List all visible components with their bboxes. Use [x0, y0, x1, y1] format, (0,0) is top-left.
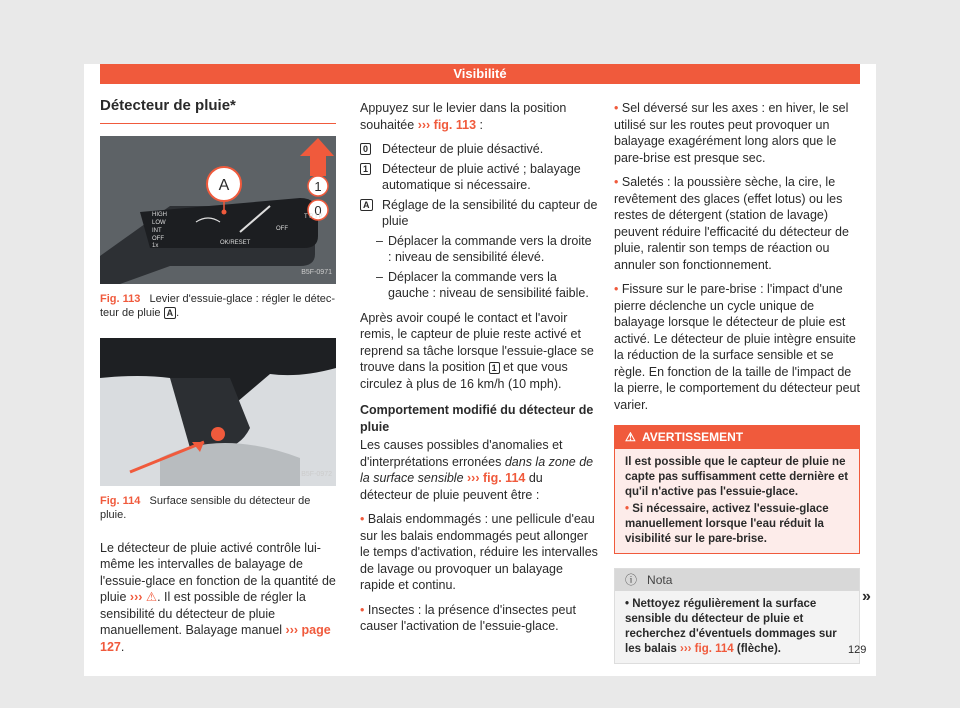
fig-link[interactable]: ››› fig. 114 [463, 471, 526, 485]
list-item: A Réglage de la sensibilité du capteur de pluie [360, 197, 598, 230]
note-header: ⓘ Nota [615, 569, 859, 592]
callout-a-label: A [218, 176, 230, 194]
bullet-item: • Saletés : la poussière sèche, la cire, le revêtement des glaces (effet lotus) ou les restes de détergent (station de lavage) peuvent réduire l'efficacité du détecteur de pluie, ralentir son temps de réaction ou annuler son fonctionnement. [614, 175, 849, 272]
lever-int: INT [152, 227, 162, 234]
lever-1x: 1x [152, 242, 159, 249]
column-1 [100, 98, 336, 663]
rain-sensor-illustration [100, 338, 336, 486]
note-box [614, 568, 860, 665]
page-header: Visibilité [100, 64, 860, 84]
wiper-lever-illustration [100, 136, 336, 284]
bullet-item: • Fissure sur le pare-brise : l'impact d'une pierre déclenche un cycle unique de balayage lorsque le détecteur de pluie est activé. Le détecteur de pluie intègre ensuite la réduction de la surface sensible et se règle. En fonction de la taille de l'impact de la pierre, le comportement du détecteur peut varier. [614, 282, 860, 412]
note-body: • Nettoyez régulièrement la surface sensible du détecteur de pluie et recherchez d'éventuels dommages sur les balais ››› fig. 114 (flèche). [625, 598, 837, 655]
page-number: 129 [848, 644, 867, 656]
page-link[interactable]: ››› page 127 [100, 623, 331, 654]
bullet-item: • Balais endommagés : une pellicule d'eau sur les balais endommagés peut allonger le temps d'activation, réduire les intervalles de lavage ou provoquer un balayage rapide et continu. [360, 512, 598, 592]
figure-code: B5F-0972 [301, 471, 332, 478]
subheading: Comportement modifié du détecteur de pluie [360, 403, 594, 434]
column-2 [360, 100, 598, 643]
lever-low: LOW [152, 219, 166, 226]
restart-paragraph: Après avoir coupé le contact et l'avoir remis, le capteur de pluie reste activé et reprend sa tâche lorsque l'essuie-glace se trouve dans la position 1 et que vous circulez à plus de 16 km/h (10 mph). [360, 310, 594, 391]
figure-label: Fig. 114 [100, 494, 141, 507]
section-title: Détecteur de pluie* [100, 98, 336, 124]
bullet-item: • Sel déversé sur les axes : en hiver, le sel utilisé sur les routes peut provoquer un balayage exagérément long alors que le pare-brise est presque sec. [614, 101, 849, 165]
caption-text: Levier d'essuie-glace : régler le détec-teur de pluie [100, 292, 336, 319]
lever-trip: T R I P [304, 213, 323, 220]
warning-triangle-icon: ⚠ [625, 430, 636, 444]
dash-item: – Déplacer la commande vers la droite : niveau de sensibilité élevé. [360, 233, 598, 266]
continue-marker: » [862, 588, 871, 605]
list-item: 1 Détecteur de pluie activé ; balayage automatique si nécessaire. [360, 161, 598, 194]
sensor-dot-icon [211, 427, 225, 441]
callout-1-label: 1 [314, 178, 322, 194]
warning-body: Il est possible que le capteur de pluie ne capte pas suffisamment cette dernière et qu'il n'active pas l'essuie-glace. • Si nécessaire, activez l'essuie-glace manuellement lorsque l'eau réduit la visibilité sur le pare-brise. [625, 455, 849, 545]
list-item: 0 Détecteur de pluie désactivé. [360, 141, 598, 158]
lever-off: OFF [152, 235, 164, 242]
warning-triangle-icon: ⚠ [145, 590, 158, 604]
warning-box [614, 425, 860, 554]
lever-high: HIGH [152, 211, 167, 218]
callout-0-label: 0 [314, 202, 322, 218]
fig-link[interactable]: ››› fig. 113 [417, 117, 477, 132]
figure-label: Fig. 113 [100, 292, 141, 305]
fig-link[interactable]: ››› fig. 114 [680, 643, 734, 655]
figure-114-caption [100, 494, 336, 522]
causes-paragraph: Les causes possibles d'anomalies et d'interprétations erronées dans la zone de la surface sensible ››› fig. 114 du détecteur de pluie peuvent être : [360, 438, 594, 502]
info-icon: ⓘ [625, 572, 638, 587]
figure-113 [100, 136, 336, 284]
intro-paragraph: Le détecteur de pluie activé contrôle lui-même les intervalles de balayage de l'essuie-glace en fonction de la quantité de pluie ››› ⚠. Il est possible de régler la sensibilité du détecteur de pluie manuellement. Balayage manuel ››› page 127. [100, 540, 336, 654]
column-3 [614, 100, 860, 664]
figure-code: B5F-0971 [301, 269, 332, 276]
lever-off2: OFF [276, 225, 288, 232]
warning-header: ⚠ AVERTISSEMENT [615, 426, 859, 449]
dash-item: – Déplacer la commande vers la gauche : niveau de sensibilité faible. [360, 269, 598, 302]
figure-113-caption: Fig. 113 Levier d'essuie-glace : régler le détec-teur de pluie A . [100, 292, 336, 319]
figure-114 [100, 338, 336, 486]
positions-intro: Appuyez sur le levier dans la position souhaitée ››› fig. 113 : [360, 101, 567, 132]
bullet-item: • Insectes : la présence d'insectes peut causer l'activation de l'essuie-glace. [360, 602, 576, 633]
lever-ok-reset: OK/RESET [220, 239, 251, 246]
caption-text: Surface sensible du détecteur de pluie. [100, 494, 311, 521]
badge-a: A [164, 307, 177, 319]
